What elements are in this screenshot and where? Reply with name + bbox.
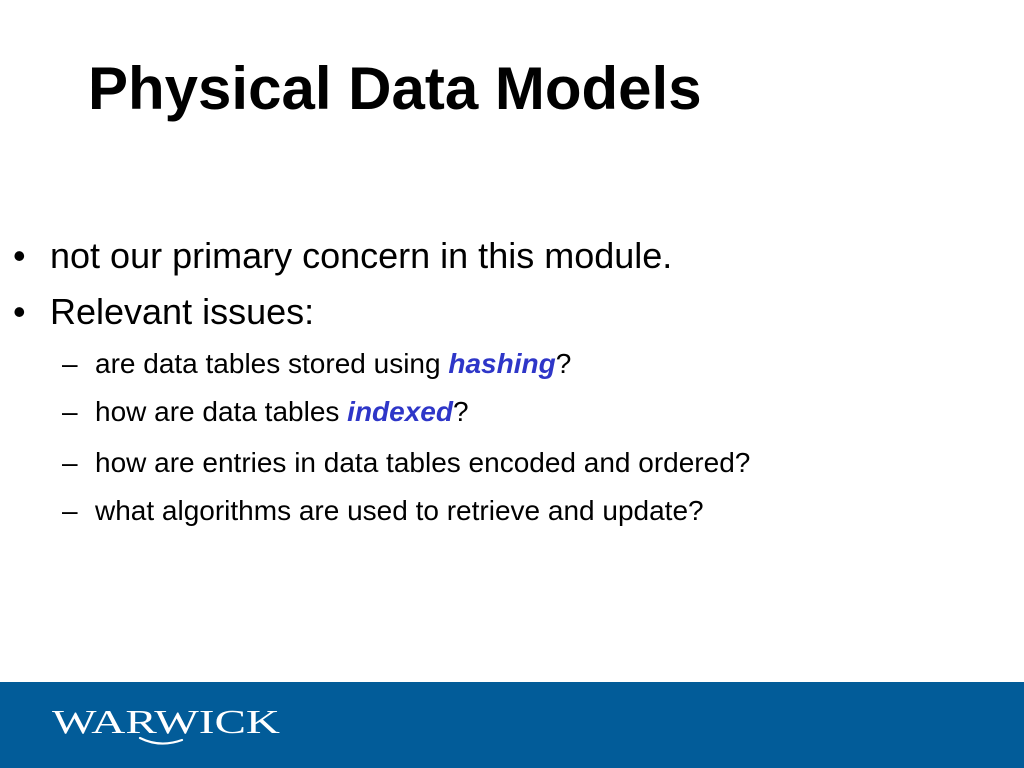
bullet-text: Relevant issues:	[50, 291, 315, 332]
sub-bullet-suffix: ?	[452, 396, 469, 427]
bullet-item	[13, 291, 315, 332]
dash-marker: –	[62, 447, 78, 478]
dash-marker: –	[62, 348, 78, 379]
sub-bullet-text: what algorithms are used to retrieve and update?	[95, 495, 704, 526]
bullet-item	[13, 235, 673, 276]
dash-marker: –	[62, 396, 78, 427]
sub-bullet-text: are data tables stored using	[95, 348, 449, 379]
footer-band	[0, 682, 1024, 768]
sub-bullet-text: how are entries in data tables encoded and ordered?	[95, 447, 751, 478]
warwick-logo	[52, 702, 282, 746]
dash-marker: –	[62, 495, 78, 526]
slide-title: Physical Data Models	[88, 55, 702, 122]
sub-bullet-suffix: ?	[555, 348, 572, 379]
highlighted-term: indexed	[347, 396, 453, 427]
sub-bullet-item	[62, 348, 572, 380]
sub-bullet-item	[62, 396, 469, 428]
sub-bullet-text: how are data tables	[95, 396, 348, 427]
sub-bullet-item	[62, 447, 751, 479]
bullet-marker: •	[13, 291, 26, 332]
bullet-marker: •	[13, 235, 26, 276]
highlighted-term: hashing	[448, 348, 556, 379]
bullet-text: not our primary concern in this module.	[50, 235, 673, 276]
sub-bullet-item	[62, 495, 704, 527]
logo-wordmark: WARWICK	[52, 704, 281, 741]
